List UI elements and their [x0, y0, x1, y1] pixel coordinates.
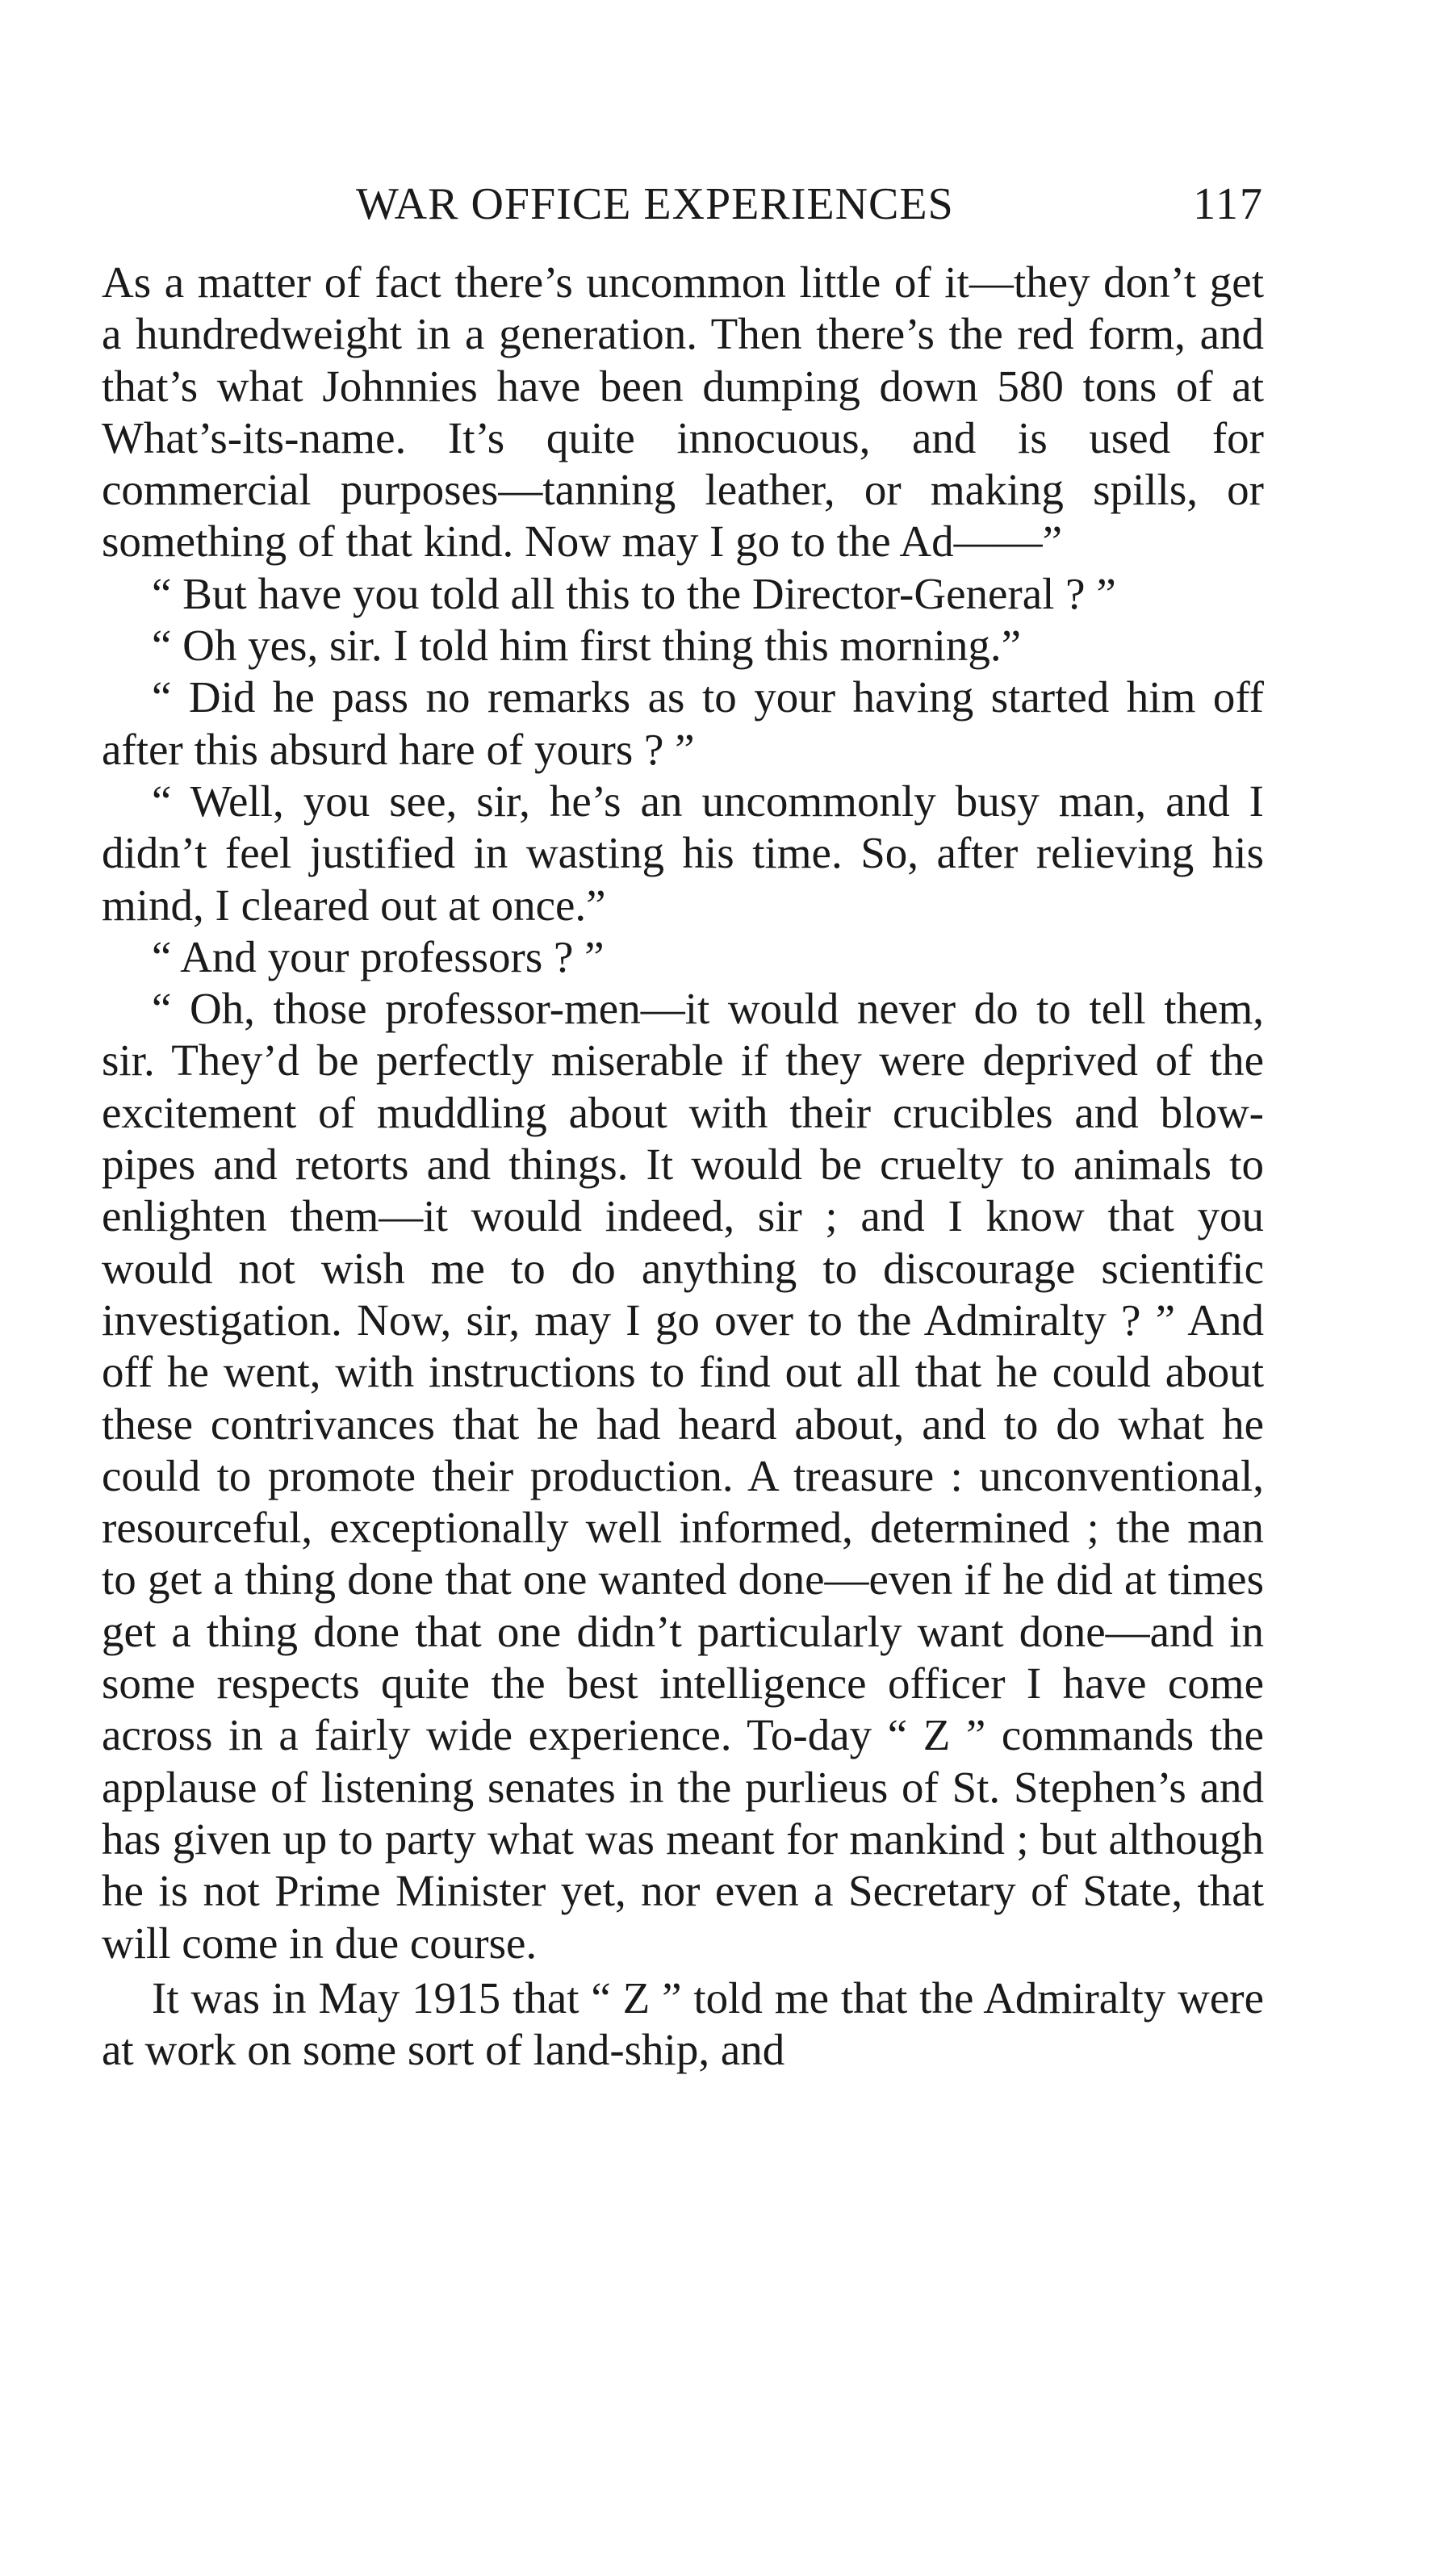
page-number: 117: [1193, 179, 1264, 229]
running-head: [102, 176, 1264, 232]
paragraph-dialogue: “ Oh yes, sir. I told him first thing this morning.”: [152, 621, 1022, 671]
paragraph-dialogue: “ Well, you see, sir, he’s an uncommonly busy man, and I didn’t feel justified in wasting his time. So, after relieving his mind, I cleared out at once.”: [102, 776, 1264, 930]
paragraph-continuation: As a matter of fact there’s uncommon little of it—they don’t get a hundredweight in a generation. Then there’s the red form, and that’s what Johnnies have been dumping down 580 tons of at What’s-its-name. It’s quite innocuous, and is used for commercial purposes—tanning leather, or making spills, or something of that kind. Now may I go to the Ad——”: [102, 257, 1264, 567]
running-title: WAR OFFICE EXPERIENCES: [356, 179, 954, 229]
paragraph-dialogue: “ But have you told all this to the Director-General ? ”: [152, 568, 1116, 618]
paragraph-dialogue: “ Oh, those professor-men—it would never do to tell them, sir. They’d be perfectly miserable if they were deprived of the excitement of muddling about with their crucibles and blow-pipes and retorts and things. It would be cruelty to animals to enlighten them—it would indeed, sir ; and I know that you would not wish me to do anything to discourage scientific investigation. Now, sir, may I go over to the Admiralty ? ” And off he went, with instructions to find out all that he could about these contrivances that he had heard about, and to do what he could to promote their production. A treasure : unconventional, resourceful, exceptionally well informed, determined ; the man to get a thing done that one wanted done—even if he did at times get a thing done that one didn’t particularly want done—and in some respects quite the best intelligence officer I have come across in a fairly wide experience. To-day “ Z ” commands the applause of listening senates in the purlieus of St. Stephen’s and has given up to party what was meant for mankind ; but although he is not Prime Minister yet, nor even a Secretary of State, that will come in due course.: [102, 984, 1264, 1968]
paragraph-narrative: It was in May 1915 that “ Z ” told me that the Admiralty were at work on some sort of land-ship, and: [102, 1972, 1264, 2075]
body-text: [102, 257, 1264, 2076]
paragraph-dialogue: “ And your professors ? ”: [152, 931, 605, 981]
paragraph-dialogue: “ Did he pass no remarks as to your having started him off after this absurd hare of yours ? ”: [102, 672, 1264, 774]
